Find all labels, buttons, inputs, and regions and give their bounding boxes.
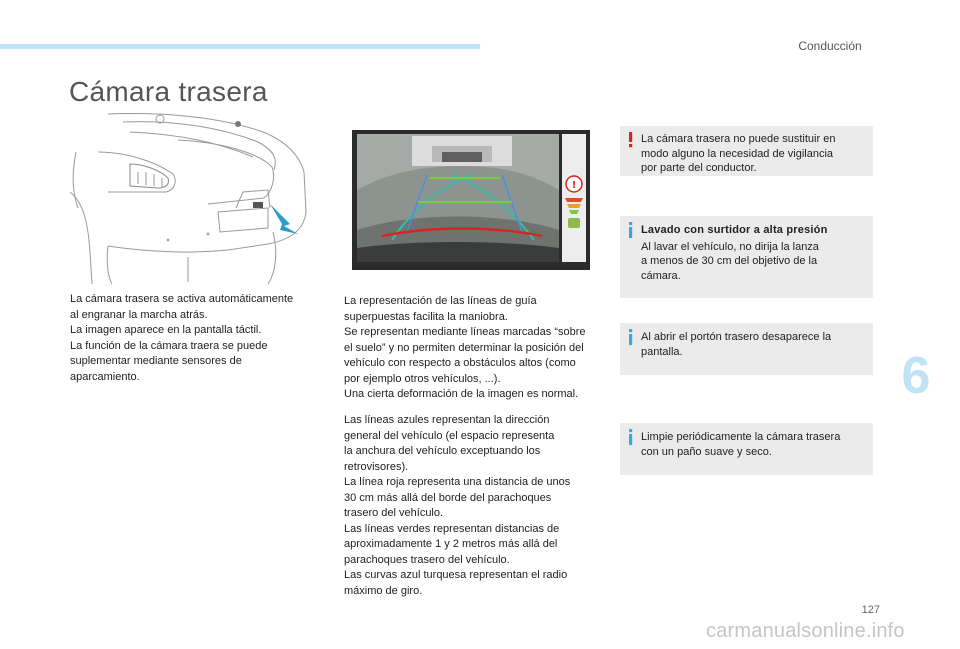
info-notice-washing: Lavado con surtidor a alta presión Al lavar el vehículo, no dirija la lanza a menos de 30 cm del objetivo de la cámara. <box>620 216 873 298</box>
info-notice-cleaning: Limpie periódicamente la cámara trasera con un paño suave y seco. <box>620 423 873 475</box>
section-label: Conducción <box>798 39 862 53</box>
camera-view-illustration <box>352 130 590 270</box>
info-icon <box>626 329 635 345</box>
intro-paragraph: La cámara trasera se activa automáticamente al engranar la marcha atrás. La imagen aparece en la pantalla táctil. La función de la cámara traera se puede suplementar mediante sensores de aparcamiento. <box>70 293 294 383</box>
info-icon <box>626 222 635 238</box>
info-notice-tailgate: Al abrir el portón trasero desaparece la pantalla. <box>620 323 873 375</box>
warning-icon <box>626 132 635 148</box>
page-number: 127 <box>861 604 880 616</box>
guide-lines-paragraph: La representación de las líneas de guía superpuestas facilita la maniobra. Se representan mediante líneas marcadas “sobre el suelo” y no permiten determinar la posición del vehículo con respecto a obstáculos altos (como por ejemplo otros vehículos, ...). Una cierta deformación de la imagen es normal. <box>344 295 586 400</box>
chapter-number: 6 <box>901 347 931 405</box>
top-accent-bar <box>0 44 480 49</box>
arrow-icon <box>270 204 298 234</box>
line-colors-paragraph: Las líneas azules representan la dirección general del vehículo (el espacio representa la anchura del vehículo exceptuando los retrovisores). La línea roja representa una distancia de unos 30 cm más allá del borde del parachoques trasero del vehículo. Las líneas verdes representan distancias de aproximadamente 1 y 2 metros más allá del parachoques trasero del vehículo. Las curvas azul turquesa representan el radio máximo de giro. <box>344 414 571 597</box>
info-icon <box>626 429 635 445</box>
car-rear-illustration <box>68 112 318 287</box>
svg-text:!: ! <box>571 180 577 191</box>
warning-notice: La cámara trasera no puede sustituir en modo alguno la necesidad de vigilancia por parte del conductor. <box>620 126 873 176</box>
watermark: carmanualsonline.info <box>706 620 905 642</box>
notice-title: Lavado con surtidor a alta presión <box>641 224 828 236</box>
page-title: Cámara trasera <box>69 76 268 107</box>
